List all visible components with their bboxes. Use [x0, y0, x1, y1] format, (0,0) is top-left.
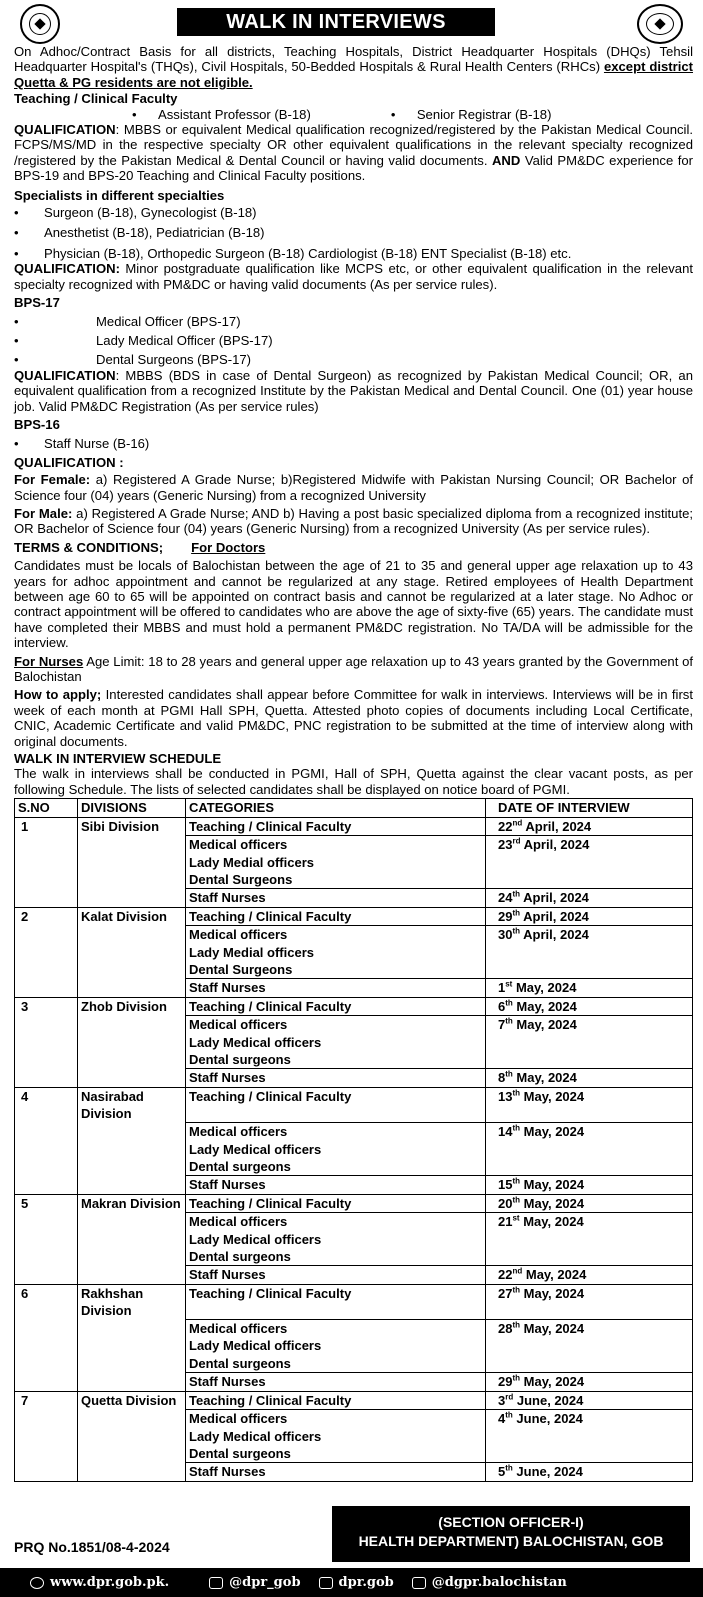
category-cell: Dental surgeons: [186, 1355, 486, 1373]
date-cell: [486, 1016, 693, 1034]
header: [14, 4, 693, 44]
division-cell: [78, 1213, 186, 1231]
bps16-list: [14, 436, 693, 451]
date-rest: June, 2024: [512, 1464, 583, 1480]
division-cell: [78, 1176, 186, 1194]
category-cell: Medical officers: [186, 1320, 486, 1338]
date-suffix: th: [505, 1463, 513, 1473]
date-suffix: th: [512, 908, 521, 918]
date-cell: [486, 1248, 693, 1266]
sno-cell: [15, 1355, 78, 1373]
date-suffix: th: [505, 1016, 513, 1026]
division-cell: [78, 1248, 186, 1266]
table-row: [15, 961, 693, 979]
table-row: [15, 1373, 693, 1391]
date-day: 5: [498, 1464, 506, 1480]
sno-cell: [15, 1410, 78, 1428]
division-cell: [78, 961, 186, 979]
division-cell: [78, 1337, 186, 1354]
table-row: [15, 926, 693, 944]
division-cell: [78, 871, 186, 889]
instagram-icon: [319, 1577, 333, 1589]
category-cell: Staff Nurses: [186, 1176, 486, 1194]
social-item[interactable]: www.dpr.gob.pk.: [30, 1568, 169, 1597]
column-header: S.NO: [15, 799, 78, 817]
date-rest: April, 2024: [520, 837, 590, 853]
sno-cell: [15, 1176, 78, 1194]
date-suffix: th: [505, 1410, 513, 1420]
specialists-qualification: QUALIFICATION: Minor postgraduate qualification like MCPS etc, or other equivalent qualification in the relevant specialty recognized with PM&DC or having valid documents (As per service rules).: [14, 261, 693, 292]
table-header-row: [15, 799, 693, 817]
category-cell: Teaching / Clinical Faculty: [186, 1087, 486, 1122]
division-cell: [78, 1428, 186, 1445]
date-suffix: nd: [512, 818, 523, 828]
sno-cell: [15, 926, 78, 944]
table-row: [15, 1410, 693, 1428]
sno-cell: [15, 1266, 78, 1284]
category-cell: Medical officers: [186, 1016, 486, 1034]
date-cell: [486, 1123, 693, 1141]
division-cell: [78, 1410, 186, 1428]
table-row: [15, 889, 693, 907]
date-cell: [486, 1355, 693, 1373]
female-qualification: For Female: a) Registered A Grade Nurse; b)Registered Midwife with Pakistan Nursing Council; OR Bachelor of Science four (04) years (Generic Nursing) from a recognized University: [14, 472, 694, 503]
social-bar: [0, 1568, 703, 1597]
division-cell: [78, 1069, 186, 1087]
date-day: 22: [498, 1267, 513, 1283]
division-cell: [78, 1158, 186, 1176]
category-cell: Medical officers: [186, 1213, 486, 1231]
date-day: 23: [498, 837, 513, 853]
category-cell: Lady Medical officers: [186, 1231, 486, 1248]
sno-cell: [15, 836, 78, 854]
sno-cell: [15, 1141, 78, 1158]
date-rest: May, 2024: [520, 1177, 585, 1193]
sno-cell: [15, 979, 78, 997]
social-item[interactable]: @dpr_gob: [209, 1568, 300, 1597]
schedule-text: The walk in interviews shall be conducted in PGMI, Hall of SPH, Quetta against the clear vacant posts, as per following Schedule. The lists of selected candidates shall be displayed on notice board of PGMI.: [14, 766, 693, 797]
schedule-heading: WALK IN INTERVIEW SCHEDULE: [14, 751, 222, 767]
sno-cell: [15, 1016, 78, 1034]
category-cell: Dental surgeons: [186, 1248, 486, 1266]
date-rest: April, 2024: [522, 818, 592, 834]
date-day: 3: [498, 1392, 506, 1408]
sno-cell: [15, 961, 78, 979]
category-cell: Lady Medial officers: [186, 944, 486, 961]
division-cell: [78, 926, 186, 944]
sno-cell: 4: [15, 1087, 78, 1122]
category-cell: Teaching / Clinical Faculty: [186, 1391, 486, 1409]
category-cell: Dental surgeons: [186, 1051, 486, 1069]
category-cell: Lady Medical officers: [186, 1141, 486, 1158]
page-title: WALK IN INTERVIEWS: [177, 8, 495, 36]
column-header: CATEGORIES: [186, 799, 486, 817]
date-suffix: rd: [512, 836, 521, 846]
date-cell: [486, 1428, 693, 1445]
date-day: 27: [498, 1285, 513, 1301]
bps17-list: [14, 314, 693, 368]
sno-cell: [15, 1463, 78, 1481]
date-cell: [486, 1373, 693, 1391]
social-item[interactable]: dpr.gob: [319, 1568, 394, 1597]
date-day: 7: [498, 1017, 506, 1033]
list-item: • Physician (B-18), Orthopedic Surgeon (B-18) Cardiologist (B-18) ENT Specialist (B-18) etc.: [14, 246, 693, 261]
date-day: 15: [498, 1177, 513, 1193]
date-cell: [486, 871, 693, 889]
table-row: [15, 1463, 693, 1481]
date-day: 28: [498, 1321, 513, 1337]
social-item[interactable]: @dgpr.balochistan: [412, 1568, 567, 1597]
date-rest: May, 2024: [522, 1267, 587, 1283]
sno-cell: [15, 1248, 78, 1266]
sno-cell: [15, 1428, 78, 1445]
sno-cell: [15, 1445, 78, 1463]
government-seal-left-icon: [20, 4, 60, 44]
table-row: [15, 854, 693, 871]
sno-cell: [15, 1158, 78, 1176]
date-cell: [486, 836, 693, 854]
date-rest: April, 2024: [520, 908, 589, 924]
category-cell: Dental Surgeons: [186, 871, 486, 889]
teaching-heading: Teaching / Clinical Faculty: [14, 91, 178, 107]
date-cell: [486, 1266, 693, 1284]
date-suffix: st: [505, 980, 513, 990]
date-cell: [486, 1034, 693, 1051]
division-cell: [78, 1373, 186, 1391]
signature-block: [332, 1506, 690, 1562]
date-cell: [486, 1391, 693, 1409]
sno-cell: [15, 1034, 78, 1051]
table-row: [15, 1069, 693, 1087]
list-item: • Anesthetist (B-18), Pediatrician (B-18): [14, 225, 693, 240]
category-cell: Lady Medical officers: [186, 1428, 486, 1445]
date-cell: [486, 1231, 693, 1248]
category-cell: Teaching / Clinical Faculty: [186, 1194, 486, 1212]
date-suffix: th: [512, 1195, 521, 1205]
date-rest: May, 2024: [512, 980, 577, 996]
date-day: 29: [498, 1374, 513, 1390]
date-rest: May, 2024: [520, 1321, 585, 1337]
sno-cell: [15, 1337, 78, 1354]
bps16-qualification-heading: QUALIFICATION :: [14, 454, 124, 470]
column-header: DATE OF INTERVIEW: [486, 799, 693, 817]
category-cell: Dental surgeons: [186, 1445, 486, 1463]
intro-paragraph: On Adhoc/Contract Basis for all districts, Teaching Hospitals, District Headquarter Hospitals (DHQs) Tehsil Headquarter Hospital's (THQs), Civil Hospitals, 50-Bedded Hospitals & Rural Health Centers (RHCs) except district Quetta & PG residents are not eligible.: [14, 44, 693, 90]
category-cell: Teaching / Clinical Faculty: [186, 907, 486, 925]
category-cell: Medical officers: [186, 926, 486, 944]
date-cell: [486, 1176, 693, 1194]
division-cell: [78, 979, 186, 997]
date-cell: [486, 961, 693, 979]
date-day: 22: [498, 818, 513, 834]
sno-cell: 2: [15, 907, 78, 925]
date-cell: [486, 1445, 693, 1463]
division-cell: [78, 1355, 186, 1373]
post-item: • Senior Registrar (B-18): [391, 107, 552, 122]
division-cell: [78, 1141, 186, 1158]
category-cell: Dental Surgeons: [186, 961, 486, 979]
date-suffix: th: [512, 889, 521, 899]
category-cell: Medical officers: [186, 1410, 486, 1428]
category-cell: Staff Nurses: [186, 979, 486, 997]
category-cell: Lady Medical officers: [186, 1337, 486, 1354]
facebook-icon: [412, 1577, 426, 1589]
date-suffix: st: [512, 1213, 520, 1223]
date-rest: May, 2024: [512, 1017, 577, 1033]
nurses-terms: For Nurses Age Limit: 18 to 28 years and general upper age relaxation up to 43 years granted by the Government of Balochistan: [14, 653, 693, 685]
division-cell: [78, 1266, 186, 1284]
list-item: • Staff Nurse (B-16): [14, 436, 693, 451]
table-row: [15, 1248, 693, 1266]
prq-number: PRQ No.1851/08-4-2024: [14, 1539, 170, 1555]
category-cell: Teaching / Clinical Faculty: [186, 997, 486, 1015]
date-cell: [486, 1069, 693, 1087]
list-item: • Medical Officer (BPS-17): [14, 314, 693, 329]
table-row: [15, 1284, 693, 1319]
sno-cell: [15, 1069, 78, 1087]
sno-cell: [15, 1213, 78, 1231]
table-row: [15, 1194, 693, 1212]
date-day: 30: [498, 927, 513, 943]
date-suffix: th: [512, 1373, 521, 1383]
division-cell: Sibi Division: [78, 817, 186, 835]
date-day: 13: [498, 1088, 513, 1104]
date-suffix: th: [512, 1320, 521, 1330]
category-cell: Teaching / Clinical Faculty: [186, 817, 486, 835]
table-row: [15, 1176, 693, 1194]
date-suffix: th: [512, 1285, 521, 1295]
how-to-apply: How to apply; Interested candidates shall appear before Committee for walk in interviews. Interviews will be in first week of each month at PGMI Hall SPH, Quetta. Attested photo copies of documents including Local Certificate, CNIC, Academic Certificate and valid PM&DC, PNC registration to be submitted at the time of interview along with original documents.: [14, 687, 693, 749]
table-row: [15, 871, 693, 889]
date-cell: [486, 1051, 693, 1069]
date-cell: [486, 926, 693, 944]
division-cell: Rakhshan Division: [78, 1284, 186, 1319]
date-suffix: th: [512, 926, 521, 936]
list-item: • Lady Medical Officer (BPS-17): [14, 333, 693, 348]
table-row: [15, 1213, 693, 1231]
table-row: [15, 817, 693, 835]
table-row: [15, 836, 693, 854]
division-cell: [78, 836, 186, 854]
date-day: 4: [498, 1411, 506, 1427]
date-suffix: rd: [505, 1392, 514, 1402]
date-suffix: th: [512, 1123, 521, 1133]
table-row: [15, 1158, 693, 1176]
date-day: 1: [498, 980, 506, 996]
date-rest: May, 2024: [512, 1070, 577, 1086]
date-day: 24: [498, 890, 513, 906]
sno-cell: 7: [15, 1391, 78, 1409]
date-cell: [486, 1463, 693, 1481]
signature-line: HEALTH DEPARTMENT) BALOCHISTAN, GOB: [358, 1533, 664, 1549]
date-cell: [486, 817, 693, 835]
sno-cell: [15, 1123, 78, 1141]
division-cell: [78, 1051, 186, 1069]
division-cell: [78, 1231, 186, 1248]
table-row: [15, 997, 693, 1015]
date-day: 8: [498, 1070, 506, 1086]
table-row: [15, 1355, 693, 1373]
specialists-list: [14, 205, 693, 261]
date-cell: [486, 1194, 693, 1212]
division-cell: Zhob Division: [78, 997, 186, 1015]
sno-cell: 5: [15, 1194, 78, 1212]
date-suffix: th: [512, 1088, 521, 1098]
date-rest: June, 2024: [513, 1392, 584, 1408]
table-row: [15, 1445, 693, 1463]
date-rest: May, 2024: [520, 1285, 585, 1301]
date-cell: [486, 944, 693, 961]
table-row: [15, 1337, 693, 1354]
sno-cell: 1: [15, 817, 78, 835]
schedule-table-body: [15, 817, 693, 1481]
date-cell: [486, 1337, 693, 1354]
division-cell: [78, 1016, 186, 1034]
date-cell: [486, 979, 693, 997]
post-item: • Assistant Professor (B-18): [132, 107, 311, 122]
bps17-heading: BPS-17: [14, 295, 60, 311]
signature-line: (SECTION OFFICER-I): [438, 1514, 584, 1530]
division-cell: [78, 944, 186, 961]
date-cell: [486, 1410, 693, 1428]
sno-cell: [15, 889, 78, 907]
category-cell: Staff Nurses: [186, 1463, 486, 1481]
division-cell: Makran Division: [78, 1194, 186, 1212]
table-row: [15, 1266, 693, 1284]
table-row: [15, 1320, 693, 1338]
table-row: [15, 907, 693, 925]
date-cell: [486, 997, 693, 1015]
category-cell: Teaching / Clinical Faculty: [186, 1284, 486, 1319]
date-rest: April, 2024: [520, 890, 589, 906]
teaching-qualification: QUALIFICATION: MBBS or equivalent Medical qualification recognized/registered by the Pakistan Medical Council. FCPS/MS/MD in the respective specialty OR other equivalent qualifications in the relevant specialty recognized /registered by the Pakistan Medical & Dental Council or having valid documents. AND Valid PM&DC experience for BPS-19 and BPS-20 Teaching and Clinical Faculty positions.: [14, 122, 693, 184]
division-cell: Kalat Division: [78, 907, 186, 925]
date-cell: [486, 907, 693, 925]
category-cell: Dental surgeons: [186, 1158, 486, 1176]
sno-cell: [15, 1320, 78, 1338]
intro-exception: except district Quetta & PG residents are not eligible.: [14, 59, 693, 90]
date-cell: [486, 1320, 693, 1338]
bps16-heading: BPS-16: [14, 416, 60, 432]
sno-cell: 3: [15, 997, 78, 1015]
doctors-terms: Candidates must be locals of Balochistan between the age of 21 to 35 and general upper age relaxation up to 43 years for adhoc appointment and cannot be regularized at any stage. Retired employees of Health Department between age 60 to 65 will be appointed on contract basis and cannot be regularized at a later stage. No Adhoc or contract appointment will be offered to candidates who are above the age of sixty-five (65) years. The candidate must have completed their MBBS and must hold a permanent PM&DC registration. No TA/DA will be admissible for the interview.: [14, 558, 693, 651]
table-row: [15, 944, 693, 961]
date-day: 6: [498, 998, 506, 1014]
table-row: [15, 1428, 693, 1445]
category-cell: Staff Nurses: [186, 1266, 486, 1284]
male-qualification: For Male: a) Registered A Grade Nurse; AND b) Having a post basic specialized diploma from a recognized institute; OR Bachelor of Science four (04) years (Generic Nursing) from a recognized University (As per service rules).: [14, 505, 693, 537]
table-row: [15, 1231, 693, 1248]
category-cell: Staff Nurses: [186, 1373, 486, 1391]
government-seal-right-icon: [637, 4, 683, 44]
table-row: [15, 1141, 693, 1158]
table-row: [15, 1391, 693, 1409]
twitter-icon: [209, 1577, 223, 1589]
table-row: [15, 1016, 693, 1034]
category-cell: Staff Nurses: [186, 889, 486, 907]
date-day: 29: [498, 908, 513, 924]
division-cell: [78, 1445, 186, 1463]
division-cell: [78, 889, 186, 907]
sno-cell: [15, 1051, 78, 1069]
date-suffix: th: [512, 1176, 521, 1186]
bps17-qualification: QUALIFICATION: MBBS (BDS in case of Dental Surgeon) as recognized by Pakistan Medical Council; OR, an equivalent qualification from a recognized Institute by the Pakistan Medical and Dental Council. One (01) year house job. Valid PM&DC Registration (As per service rules): [14, 367, 693, 414]
table-row: [15, 1034, 693, 1051]
table-row: [15, 979, 693, 997]
category-cell: Lady Medical officers: [186, 1034, 486, 1051]
division-cell: [78, 1320, 186, 1338]
date-rest: May, 2024: [520, 1195, 585, 1211]
specialists-heading: Specialists in different specialties: [14, 187, 225, 203]
date-cell: [486, 1087, 693, 1122]
date-cell: [486, 1284, 693, 1319]
schedule-table: [14, 798, 693, 1481]
date-rest: May, 2024: [512, 998, 577, 1014]
sno-cell: [15, 1231, 78, 1248]
date-cell: [486, 1158, 693, 1176]
table-row: [15, 1051, 693, 1069]
date-rest: May, 2024: [520, 1374, 585, 1390]
date-rest: May, 2024: [519, 1214, 584, 1230]
sno-cell: [15, 854, 78, 871]
date-day: 20: [498, 1195, 513, 1211]
date-cell: [486, 1213, 693, 1231]
category-cell: Staff Nurses: [186, 1069, 486, 1087]
sno-cell: [15, 1373, 78, 1391]
date-rest: April, 2024: [520, 927, 589, 943]
date-rest: May, 2024: [520, 1124, 585, 1140]
division-cell: [78, 1123, 186, 1141]
list-item: • Surgeon (B-18), Gynecologist (B-18): [14, 205, 693, 220]
division-cell: [78, 1463, 186, 1481]
date-suffix: th: [505, 998, 513, 1008]
table-row: [15, 1087, 693, 1122]
category-cell: Lady Medial officers: [186, 854, 486, 871]
division-cell: [78, 1034, 186, 1051]
column-header: DIVISIONS: [78, 799, 186, 817]
date-suffix: nd: [512, 1267, 523, 1277]
category-cell: Medical officers: [186, 1123, 486, 1141]
date-rest: June, 2024: [512, 1411, 583, 1427]
date-day: 14: [498, 1124, 513, 1140]
terms-heading: TERMS & CONDITIONS; For Doctors: [14, 539, 266, 555]
sno-cell: [15, 871, 78, 889]
globe-icon: [30, 1577, 44, 1589]
division-cell: Quetta Division: [78, 1391, 186, 1409]
sno-cell: [15, 944, 78, 961]
division-cell: Nasirabad Division: [78, 1087, 186, 1122]
table-row: [15, 1123, 693, 1141]
list-item: • Dental Surgeons (BPS-17): [14, 352, 693, 367]
date-day: 21: [498, 1214, 513, 1230]
date-rest: May, 2024: [520, 1088, 585, 1104]
date-cell: [486, 1141, 693, 1158]
date-cell: [486, 889, 693, 907]
date-cell: [486, 854, 693, 871]
date-suffix: th: [505, 1070, 513, 1080]
teaching-posts: [14, 107, 693, 122]
category-cell: Medical officers: [186, 836, 486, 854]
division-cell: [78, 854, 186, 871]
sno-cell: 6: [15, 1284, 78, 1319]
